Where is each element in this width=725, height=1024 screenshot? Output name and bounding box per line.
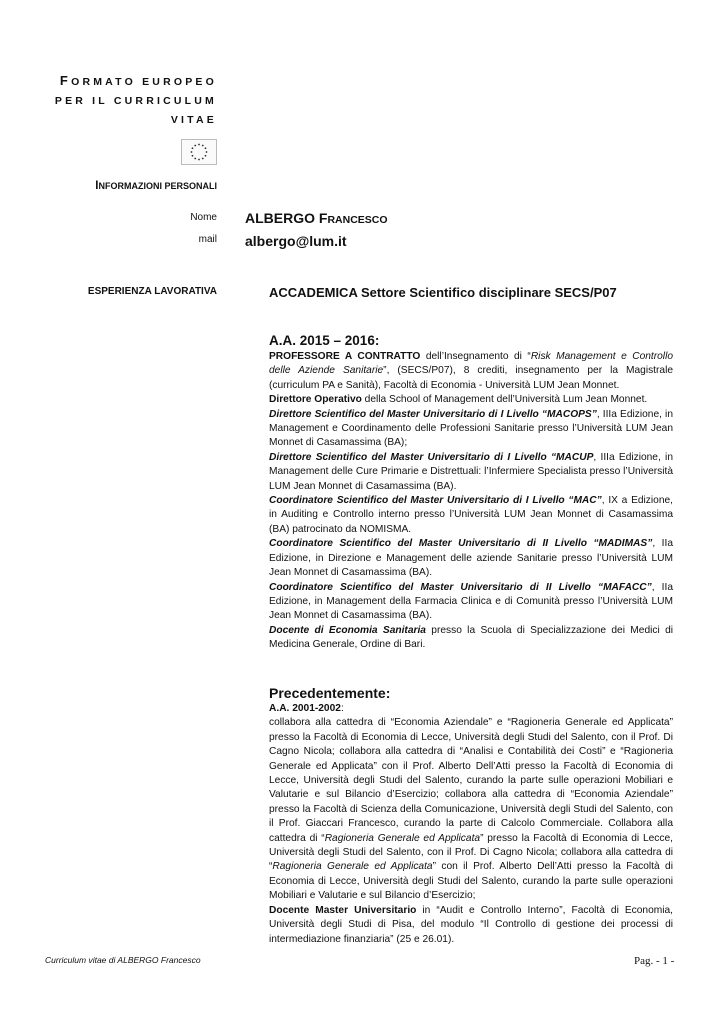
experience-body (269, 350, 673, 653)
section-work-experience: ESPERIENZA LAVORATIVA (87, 286, 217, 297)
eu-star-icon (198, 144, 200, 146)
format-title-line-2: PER IL CURRICULUM (54, 95, 217, 107)
eu-star-icon (192, 147, 194, 149)
name-label: Nome (190, 212, 217, 223)
format-title-line-3: VITAE (170, 114, 217, 126)
previous-item: collabora alla cattedra di “Economia Aziendale” e “Ragioneria Generale ed Applicata” presso la Facoltà di Economia di Lecce, Università degli Studi del Salento, con il Prof. Di Cagno Nicola; collabora alla cattedra di “Analisi e Contabilità dei Costi” e “Ragioneria Generale ed Applicata” con il Prof. Alberto Dell’Atti presso la Facoltà di Economia di Lecce, Università degli Studi del Salento, curando la parte sulle operazioni Mobiliari e Valutarie e sul Bilancio d’Esercizio; collabora alla cattedra di “Economia Aziendale” presso la Facoltà di Scienza della Comunicazione, Università degli Studi del Salento, con il Prof. Giaccari Francesco, curando la parte di Calcolo Commerciale. Collabora alla cattedra di “Ragioneria Generale ed Applicata” presso la Facoltà di Economia di Lecce, Università degli Studi del Salento, con il Prof. Di Cagno Nicola; collabora alla cattedra di “Ragioneria Generale ed Applicata” con il Prof. Alberto Dell’Atti presso la Facoltà di Economia di Lecce, Università degli Studi del Salento, curando la parte sulle operazioni Mobiliari e Valutarie e sul Bilancio d’Esercizio; (269, 717, 673, 902)
eu-star-icon (205, 155, 207, 157)
experience-item: Docente di Economia Sanitaria presso la Scuola di Specializzazione dei Medici di Medicina Generale, Ordine di Bari. (269, 624, 673, 651)
page-number: Pag. - 1 - (634, 955, 675, 967)
eu-flag-icon (181, 139, 217, 165)
eu-star-icon (202, 145, 204, 147)
eu-star-icon (194, 158, 196, 160)
year-heading: A.A. 2015 – 2016: (269, 333, 380, 348)
previous-item: Docente Master Universitario in “Audit e Controllo Interno”, Facoltà di Economia, Università degli Studi di Pisa, del modulo “Il Controllo di gestione dei processi di intermediazione finanziaria” (25 e 26.01). (269, 904, 673, 945)
experience-item: Coordinatore Scientifico del Master Universitario di I Livello “MAC”, IX a Edizione, in Auditing e Controllo interno presso l’Università LUM Jean Monnet di Casamassima (BA) patrocinato da NOMISMA. (269, 495, 673, 535)
footer-cv-owner: Curriculum vitae di ALBERGO Francesco (45, 955, 201, 965)
eu-star-icon (194, 145, 196, 147)
section-personal-info: INFORMAZIONI PERSONALI (95, 180, 217, 192)
experience-item: Direttore Scientifico del Master Universitario di I Livello “MACUP, IIIa Edizione, in Management delle Cure Primarie e Distrettuali: l’Infermiere Specialista presso l’Università LUM Jean Monnet di Casamassima (BA). (269, 451, 673, 492)
experience-title: ACCADEMICA Settore Scientifico disciplinare SECS/P07 (269, 285, 617, 300)
previous-heading: Precedentemente: (269, 685, 391, 701)
eu-star-icon (198, 159, 200, 161)
eu-star-icon (205, 147, 207, 149)
name-value: ALBERGO FRANCESCO (245, 210, 388, 226)
eu-stars-svg (182, 140, 216, 164)
experience-item: Coordinatore Scientifico del Master Universitario di II Livello “MAFACC”, IIa Edizione, in Management della Farmacia Clinica e di Comunità presso l’Università LUM Jean Monnet di Casamassima (BA). (269, 581, 673, 622)
eu-star-icon (191, 151, 193, 153)
format-title-line-1: FORMATO EUROPEO (59, 73, 217, 88)
mail-label: mail (198, 234, 217, 245)
experience-item: PROFESSORE A CONTRATTO dell’Insegnamento di “Risk Management e Controllo delle Aziende Sanitarie”, (SECS/P07), 8 crediti, insegnamento per la Magistrale (curriculum PA e Sanità), Facoltà di Economia - Università LUM Jean Monnet. (269, 351, 673, 391)
experience-item: Coordinatore Scientifico del Master Universitario di II Livello “MADIMAS”, IIa Edizione, in Direzione e Management delle aziende Sanitarie presso l’Università LUM Jean Monnet di Casamassima (BA). (269, 538, 673, 579)
eu-star-icon (192, 155, 194, 157)
mail-value: albergo@lum.it (245, 233, 347, 249)
eu-star-icon (202, 158, 204, 160)
eu-star-icon (206, 151, 208, 153)
experience-item: Direttore Operativo della School of Management dell’Università Lum Jean Monnet. (269, 394, 648, 406)
experience-item: Direttore Scientifico del Master Universitario di I Livello “MACOPS”, IIIa Edizione, in Management e Coordinamento delle Professioni Sanitarie presso l’Università LUM Jean Monnet di Casamassima (BA); (269, 408, 673, 449)
previous-body (269, 702, 673, 947)
cv-format-title (55, 71, 217, 130)
previous-year: A.A. 2001-2002: (269, 703, 344, 714)
